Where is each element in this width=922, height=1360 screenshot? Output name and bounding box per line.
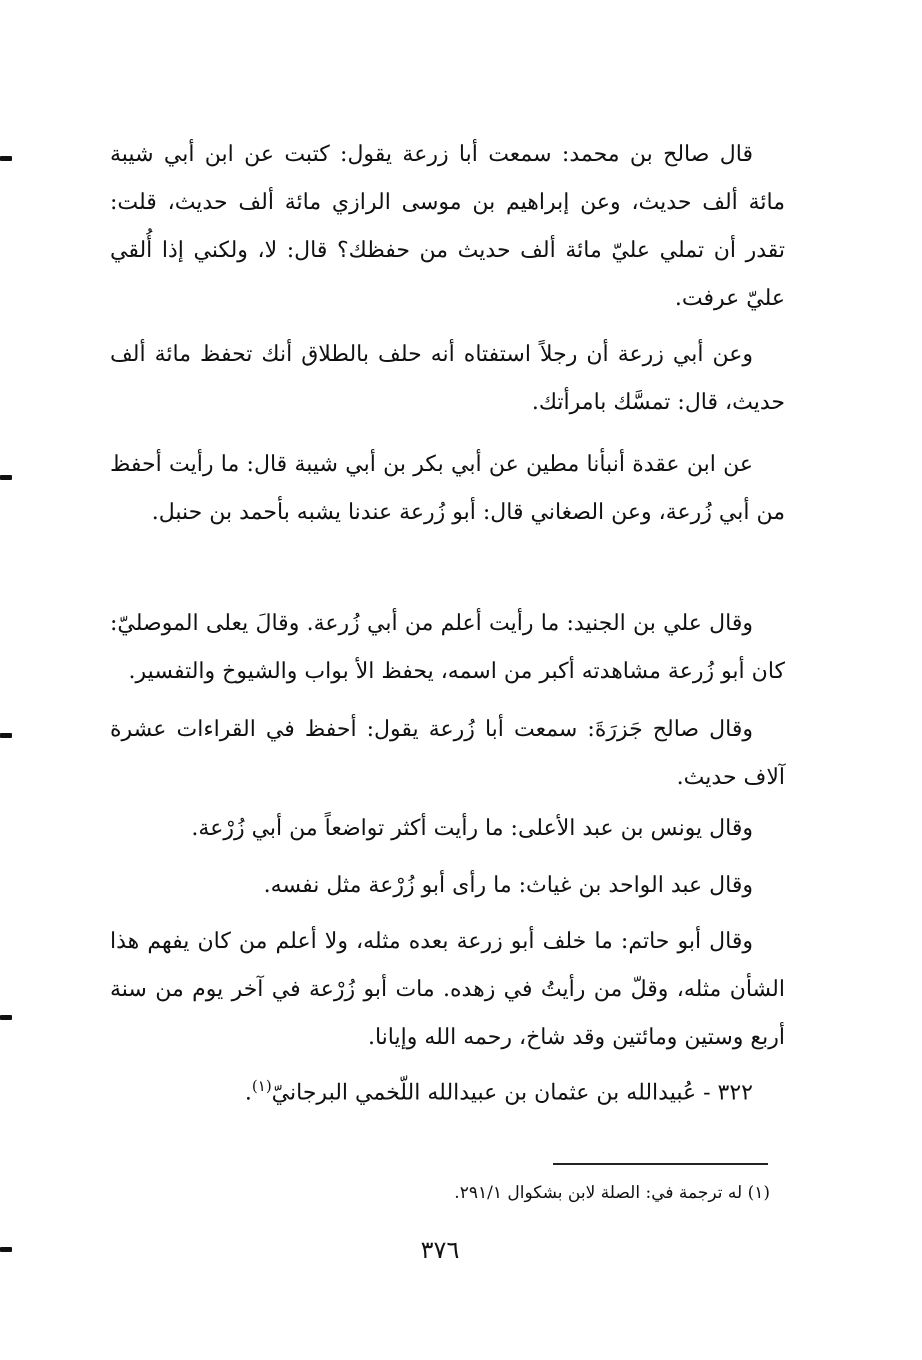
edge-mark (0, 733, 12, 738)
entry-heading (110, 1062, 785, 1117)
paragraph-ali-ibn-junayd: وقال علي بن الجنيد: ما رأيت أعلم من أبي زُرعة. وقالَ يعلى الموصليّ: كان أبو زُرعة مشاهدته أكبر من اسمه، يحفظ الأ بواب والشيوخ والتفسير. (110, 611, 785, 684)
footnote: (١) له ترجمة في: الصلة لابن بشكوال ٢٩١/١. (454, 1183, 770, 1203)
page-number: ٣٧٦ (420, 1236, 460, 1264)
paragraph-yunus: وقال يونس بن عبد الأعلى: ما رأيت أكثر تواضعاً من أبي زُرْعة. (191, 816, 753, 841)
entry-title: ٣٢٢ - عُبيدالله بن عثمان بن عبيدالله اللّخمي البرجانيّ (271, 1080, 753, 1106)
edge-mark (0, 475, 12, 480)
paragraph-abu-hatim: وقال أبو حاتم: ما خلف أبو زرعة بعده مثله، ولا أعلم من كان يفهم هذا الشأن مثله، وقلّ من رأيتُ في زهده. مات أبو زُرْعة في آخر يوم من سنة أربع وستين ومائتين وقد شاخ، رحمه الله وإيانا. (110, 929, 785, 1050)
edge-mark (0, 1247, 12, 1252)
paragraph-divorce-oath: وعن أبي زرعة أن رجلاً استفتاه أنه حلف بالطلاق أنك تحفظ مائة ألف حديث، قال: تمسَّك بامرأتك. (110, 342, 785, 415)
paragraph-abd-al-wahid: وقال عبد الواحد بن غياث: ما رأى أبو زُرْعة مثل نفسه. (263, 873, 753, 898)
footnote-divider (553, 1163, 768, 1165)
edge-mark (0, 1015, 12, 1020)
paragraph-salih-jazara: وقال صالح جَزرَةَ: سمعت أبا زُرعة يقول: أحفظ في القراءات عشرة آلاف حديث. (110, 717, 785, 790)
entry-end: . (244, 1080, 252, 1106)
footnote-marker: (١) (251, 1077, 272, 1095)
paragraph-salih-ibn-muhammad: قال صالح بن محمد: سمعت أبا زرعة يقول: كتبت عن ابن أبي شيبة مائة ألف حديث، وعن إبراهيم بن موسى الرازي مائة ألف حديث، قلت: تقدر أن تملي عليّ مائة ألف حديث من حفظك؟ قال: لا، ولكني إذا أُلقي عليّ عرفت. (110, 142, 785, 311)
edge-mark (0, 156, 12, 161)
paragraph-ibn-uqda: عن ابن عقدة أنبأنا مطين عن أبي بكر بن أبي شيبة قال: ما رأيت أحفظ من أبي زُرعة، وعن الصغاني قال: أبو زُرعة عندنا يشبه بأحمد بن حنبل. (110, 452, 785, 525)
